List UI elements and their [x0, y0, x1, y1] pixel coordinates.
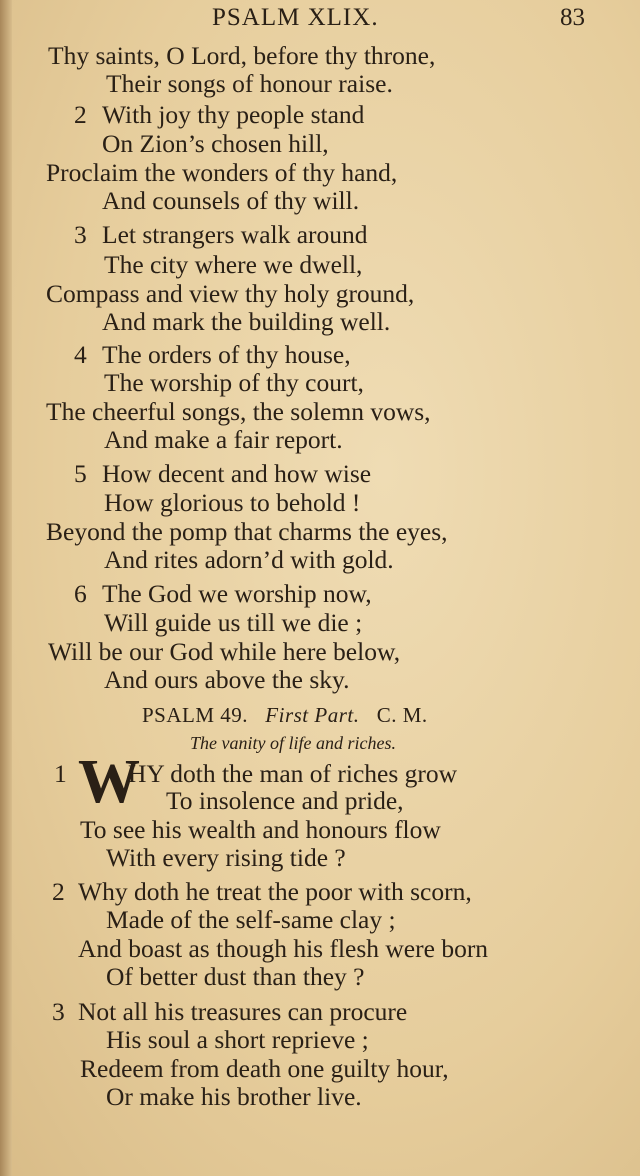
verse-line: And ours above the sky.	[104, 665, 350, 694]
verse-line: The God we worship now,	[102, 579, 372, 608]
stanza-number: 5	[74, 459, 87, 488]
verse-line: Will guide us till we die ;	[104, 608, 363, 637]
verse-line: His soul a short reprieve ;	[106, 1025, 369, 1054]
page-header	[0, 4, 640, 38]
verse-line: Thy saints, O Lord, before thy throne,	[48, 41, 436, 70]
verse-line: And counsels of thy will.	[102, 186, 360, 215]
verse-line: To see his wealth and honours flow	[80, 815, 441, 844]
verse-line: Their songs of honour raise.	[106, 69, 393, 98]
verse-line: Compass and view thy holy ground,	[46, 279, 415, 308]
page-edge	[0, 0, 12, 1176]
stanza-number: 2	[52, 877, 65, 906]
stanza-number: 6	[74, 579, 87, 608]
verse-line: Not all his treasures can procure	[78, 997, 408, 1026]
verse-line: Or make his brother live.	[106, 1082, 362, 1111]
verse-line: And make a fair report.	[104, 425, 343, 454]
verse-line: Redeem from death one guilty hour,	[80, 1054, 449, 1083]
drop-cap: W	[78, 748, 140, 816]
verse-line: HY doth the man of riches grow	[128, 759, 458, 788]
psalm-meter: C. M.	[376, 703, 428, 727]
psalm-number: PSALM 49.	[142, 703, 249, 727]
verse-line: On Zion’s chosen hill,	[102, 129, 329, 158]
psalm-heading	[142, 703, 428, 728]
stanza-number: 4	[74, 340, 87, 369]
verse-line: Let strangers walk around	[102, 220, 368, 249]
stanza-number: 3	[74, 220, 87, 249]
stanza-number: 1	[54, 759, 67, 788]
verse-line: Why doth he treat the poor with scorn,	[78, 877, 472, 906]
psalm-part: First Part.	[265, 703, 360, 727]
stanza-number: 3	[52, 997, 65, 1026]
verse-line: The cheerful songs, the solemn vows,	[46, 397, 431, 426]
verse-line: How glorious to behold !	[104, 488, 361, 517]
verse-line: Made of the self-same clay ;	[106, 905, 396, 934]
verse-line: The orders of thy house,	[102, 340, 351, 369]
verse-line: To insolence and pride,	[166, 786, 404, 815]
verse-line: Beyond the pomp that charms the eyes,	[46, 517, 448, 546]
verse-line: Proclaim the wonders of thy hand,	[46, 158, 398, 187]
verse-line: With joy thy people stand	[102, 100, 365, 129]
verse-line: And boast as though his flesh were born	[78, 934, 489, 963]
page-number: 83	[560, 4, 585, 31]
verse-line: The worship of thy court,	[104, 368, 364, 397]
verse-line: With every rising tide ?	[106, 843, 346, 872]
stanza-number: 2	[74, 100, 87, 129]
running-title: PSALM XLIX.	[212, 4, 379, 31]
verse-line: And mark the building well.	[102, 307, 391, 336]
verse-line: The city where we dwell,	[104, 250, 363, 279]
psalm-subtitle: The vanity of life and riches.	[190, 733, 396, 753]
verse-line: And rites adorn’d with gold.	[104, 545, 394, 574]
verse-line: Will be our God while here below,	[48, 637, 401, 666]
verse-line: Of better dust than they ?	[106, 962, 365, 991]
verse-line: How decent and how wise	[102, 459, 372, 488]
